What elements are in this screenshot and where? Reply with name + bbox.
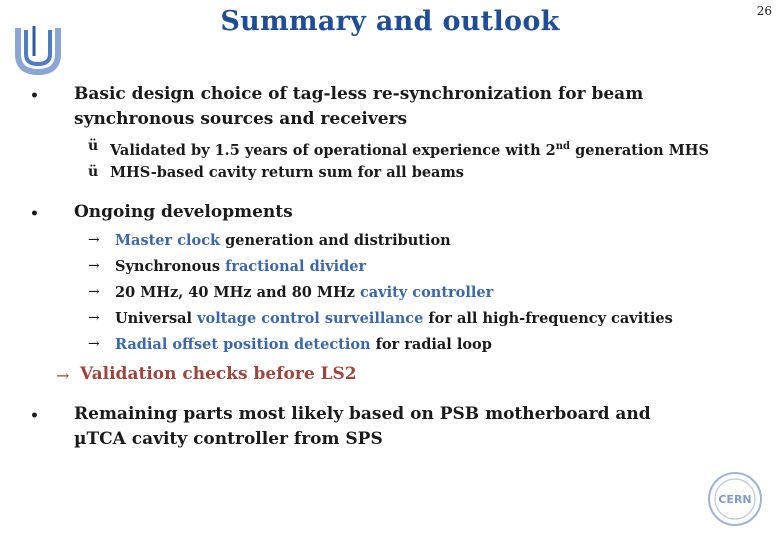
section2-item-1: Master clock generation and distribution: [115, 232, 451, 249]
section2-item-3: 20 MHz, 40 MHz and 80 MHz cavity controller: [115, 284, 494, 301]
validation-text: Validation checks before LS2: [80, 364, 357, 384]
bullet-1: •: [30, 88, 39, 104]
arrow-icon: →: [88, 310, 100, 326]
arrow-icon: →: [56, 366, 70, 385]
cern-logo-icon: [706, 470, 764, 528]
check-icon: ü: [88, 138, 99, 154]
section1-item-2: MHS-based cavity return sum for all beams: [110, 164, 464, 181]
u-logo-icon: [12, 20, 64, 78]
arrow-icon: →: [88, 336, 100, 352]
section1-line2: synchronous sources and receivers: [74, 109, 408, 129]
section1-line1: Basic design choice of tag-less re-synchronization for beam: [74, 84, 644, 104]
section2-item-5: Radial offset position detection for radial loop: [115, 336, 492, 353]
section2-text: Ongoing developments: [74, 202, 293, 222]
cern-logo-text: CERN: [718, 493, 752, 506]
page-number: 26: [756, 4, 772, 18]
arrow-icon: →: [88, 232, 100, 248]
check-icon: ü: [88, 164, 99, 180]
bullet-2: •: [30, 206, 39, 222]
section3-line1: Remaining parts most likely based on PSB motherboard and: [74, 404, 651, 424]
arrow-icon: →: [88, 284, 100, 300]
bullet-3: •: [30, 408, 39, 424]
page-title: Summary and outlook: [220, 6, 560, 37]
section2-item-4: Universal voltage control surveillance for all high-frequency cavities: [115, 310, 673, 327]
section2-item-2: Synchronous fractional divider: [115, 258, 367, 275]
section3-text: [74, 402, 651, 452]
arrow-icon: →: [88, 258, 100, 274]
section3-line2: µTCA cavity controller from SPS: [74, 429, 383, 449]
section1-item-1: Validated by 1.5 years of operational experience with 2nd generation MHS: [110, 141, 709, 159]
section1-text: [74, 82, 643, 132]
